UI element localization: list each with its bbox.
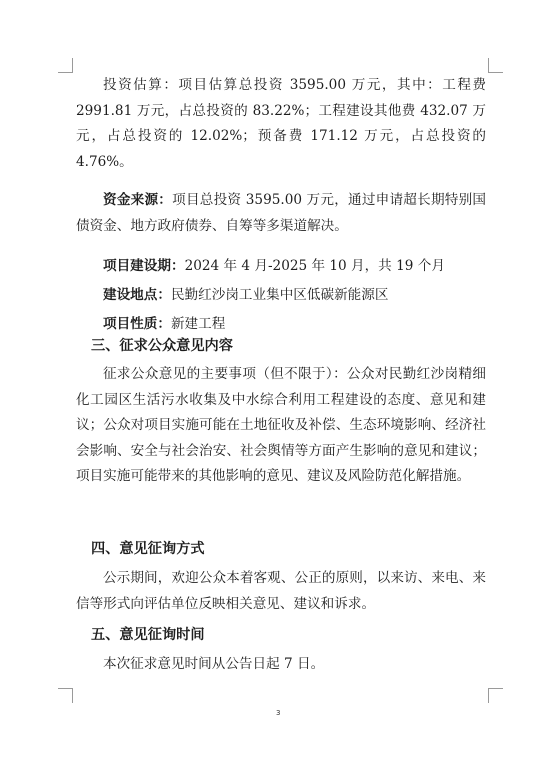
construction-period-label: 项目建设期： [103,258,185,274]
page-number: 3 [276,709,281,717]
funding-source-text: 项目总投资 3595.00 万元，通过申请超长期特别国债资金、地方政府债券、自筹等多渠道解决。 [76,192,487,234]
crop-mark-top-left [58,58,73,73]
section-3-heading: 三、征求公众意见内容 [91,338,233,354]
section-3-paragraph: 征求公众意见的主要事项（但不限于）：公众对民勤红沙岗精细化工园区生活污水收集及中水综合利用工程建设的态度、意见和建议；公众对项目实施可能在土地征收及补偿、生态环境影响、经济社会影响、安全与社会治安、社会舆情等方面产生影响的意见和建议；项目实施可能带来的其他影响的意见、建议及风险防范化解措施。 [76,366,486,484]
project-nature-label: 项目性质： [103,316,171,332]
crop-mark-bottom-right [488,688,503,703]
funding-source-label: 资金来源： [103,192,173,208]
crop-mark-top-right [488,58,503,73]
construction-location-text: 民勤红沙岗工业集中区低碳新能源区 [170,287,389,303]
crop-mark-bottom-left [58,688,73,703]
construction-location-line [76,283,486,309]
section-5-heading: 五、意见征询时间 [91,627,205,643]
project-nature-text: 新建工程 [170,316,226,332]
construction-period-line [76,254,486,280]
funding-source-paragraph [76,188,486,239]
section-4-paragraph: 公示期间，欢迎公众本着客观、公正的原则，以来访、来电、来信等形式向评估单位反映相关意见、建议和诉求。 [76,570,486,612]
construction-location-label: 建设地点： [103,287,171,303]
section-5-paragraph: 本次征求意见时间从公告日起 7 日。 [103,656,325,672]
investment-estimate-paragraph: 投资估算：项目估算总投资 3595.00 万元，其中：工程费 2991.81 万元，占总投资的 83.22%；工程建设其他费 432.07 万元，占总投资的 12.02%；预备费 171.12 万元，占总投资的 4.76%。 [76,77,487,170]
section-4-heading: 四、意见征询方式 [91,541,205,557]
construction-period-text: 2024 年 4 月-2025 年 10 月，共 19 个月 [184,258,445,274]
